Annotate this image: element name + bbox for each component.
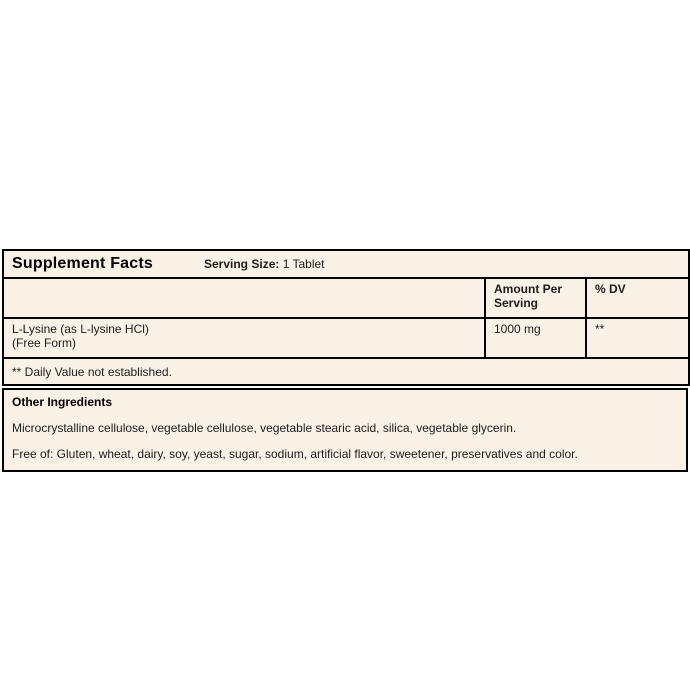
other-ingredients-section xyxy=(2,388,688,472)
ingredient-row xyxy=(3,318,689,358)
serving-size-value: 1 Tablet xyxy=(282,257,325,271)
other-ingredients-list: Microcrystalline cellulose, vegetable cellulose, vegetable stearic acid, silica, vegetable glycerin. xyxy=(12,421,517,435)
ingredient-name-line2: (Free Form) xyxy=(12,336,76,350)
daily-value-footnote: ** Daily Value not established. xyxy=(3,358,689,385)
ingredient-name-line1: L-Lysine (as L-lysine HCl) xyxy=(12,322,149,336)
ingredient-amount: 1000 mg xyxy=(485,318,586,358)
serving-size-label: Serving Size: xyxy=(204,257,280,271)
free-of-statement: Free of: Gluten, wheat, dairy, soy, yeast, sugar, sodium, artificial flavor, sweetener, preservatives and color. xyxy=(12,447,578,461)
other-ingredients-heading: Other Ingredients xyxy=(12,395,113,409)
footnote-row xyxy=(3,358,689,385)
ingredient-dv: ** xyxy=(586,318,689,358)
supplement-label xyxy=(2,249,688,472)
column-header-row xyxy=(3,278,689,318)
serving-size xyxy=(204,257,325,271)
ingredient-name xyxy=(3,318,485,358)
facts-title: Supplement Facts xyxy=(12,255,154,272)
supplement-facts-table xyxy=(2,249,690,386)
title-row xyxy=(3,250,689,278)
column-header-amount: Amount Per Serving xyxy=(485,278,586,318)
column-header-dv: % DV xyxy=(586,278,689,318)
column-header-blank xyxy=(3,278,485,318)
